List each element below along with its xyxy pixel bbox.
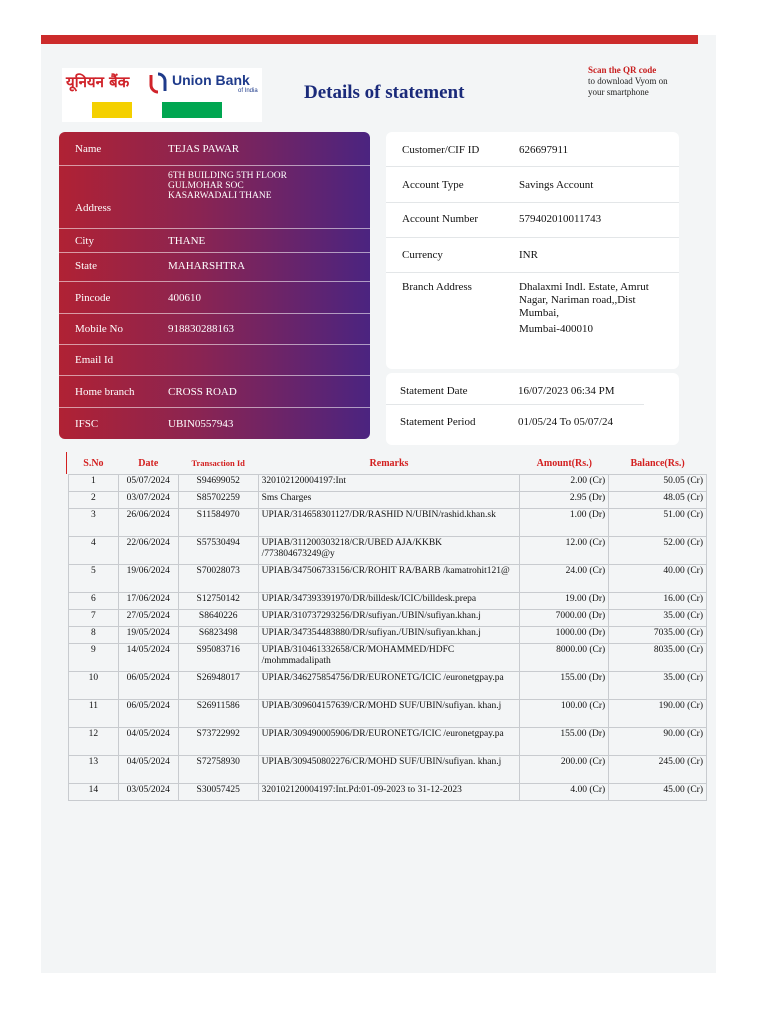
cell-amount: 8000.00 (Cr) <box>520 644 609 672</box>
mobile-value: 918830288163 <box>168 323 234 335</box>
qr-note-line3: your smartphone <box>588 87 649 97</box>
address-label: Address <box>75 202 112 214</box>
cell-remarks: UPIAR/347354483880/DR/sufiyan./UBIN/sufiyan.khan.j <box>258 627 520 644</box>
qr-note-line1: Scan the QR code <box>588 65 657 75</box>
table-row <box>69 537 707 565</box>
mobile-row <box>59 313 370 345</box>
transactions-table <box>68 452 707 801</box>
cell-transaction-id: S73722992 <box>178 728 258 756</box>
cell-date: 06/05/2024 <box>118 672 178 700</box>
city-value: THANE <box>168 235 206 247</box>
cell-remarks: UPIAB/309604157639/CR/MOHD SUF/UBIN/sufiyan. khan.j <box>258 700 520 728</box>
cell-sno: 9 <box>69 644 119 672</box>
cell-remarks: 320102120004197:Int.Pd:01-09-2023 to 31-12-2023 <box>258 784 520 801</box>
cell-transaction-id: S57530494 <box>178 537 258 565</box>
cell-balance: 40.00 (Cr) <box>609 565 707 593</box>
andhra-bank-badge <box>92 102 132 118</box>
account-number-label: Account Number <box>402 213 479 225</box>
address-line-3: KASARWADALI THANE <box>168 191 272 201</box>
qr-note <box>588 65 668 98</box>
city-label: City <box>75 235 94 247</box>
city-row <box>59 228 370 253</box>
cell-transaction-id: S26948017 <box>178 672 258 700</box>
cell-date: 17/06/2024 <box>118 593 178 610</box>
col-header-remarks: Remarks <box>369 457 409 469</box>
account-type-value: Savings Account <box>519 179 594 191</box>
customer-details-card <box>59 132 370 439</box>
table-row <box>69 593 707 610</box>
cell-amount: 7000.00 (Dr) <box>520 610 609 627</box>
branch-line-4: Mumbai-400010 <box>519 323 593 335</box>
cell-sno: 4 <box>69 537 119 565</box>
currency-row <box>386 237 679 273</box>
cell-transaction-id: S11584970 <box>178 509 258 537</box>
state-row <box>59 252 370 282</box>
email-label: Email Id <box>75 354 114 366</box>
cell-amount: 4.00 (Cr) <box>520 784 609 801</box>
cell-amount: 2.00 (Cr) <box>520 475 609 492</box>
cell-balance: 52.00 (Cr) <box>609 537 707 565</box>
cell-balance: 245.00 (Cr) <box>609 756 707 784</box>
cell-remarks: Sms Charges <box>258 492 520 509</box>
cell-date: 19/05/2024 <box>118 627 178 644</box>
cell-sno: 13 <box>69 756 119 784</box>
account-type-label: Account Type <box>402 179 464 191</box>
home-branch-row <box>59 375 370 408</box>
cell-amount: 1.00 (Dr) <box>520 509 609 537</box>
cell-date: 22/06/2024 <box>118 537 178 565</box>
table-row <box>69 672 707 700</box>
cell-transaction-id: S26911586 <box>178 700 258 728</box>
col-header-amount: Amount(Rs.) <box>536 457 592 469</box>
cell-transaction-id: S8640226 <box>178 610 258 627</box>
col-header-transaction-id: Transaction Id <box>191 458 245 468</box>
state-value: MAHARSHTRA <box>168 260 246 272</box>
email-row <box>59 344 370 376</box>
logo-of-india-text: of India <box>238 88 258 94</box>
cell-date: 05/07/2024 <box>118 475 178 492</box>
home-branch-label: Home branch <box>75 386 135 398</box>
cell-transaction-id: S70028073 <box>178 565 258 593</box>
account-number-row <box>386 202 679 238</box>
account-details-card <box>386 132 679 369</box>
account-number-value: 579402010011743 <box>519 213 602 225</box>
cell-sno: 7 <box>69 610 119 627</box>
table-row <box>69 627 707 644</box>
cell-amount: 1000.00 (Dr) <box>520 627 609 644</box>
cif-value: 626697911 <box>519 144 569 156</box>
mobile-label: Mobile No <box>75 323 123 335</box>
table-row <box>69 565 707 593</box>
cell-remarks: UPIAR/346275854756/DR/EURONETG/ICIC /euronetgpay.pa <box>258 672 520 700</box>
name-label: Name <box>75 143 102 155</box>
col-header-balance: Balance(Rs.) <box>630 457 685 469</box>
cell-remarks: UPIAB/347506733156/CR/ROHIT RA/BARB /kamatrohit121@ <box>258 565 520 593</box>
table-header-row <box>69 452 707 475</box>
cell-remarks: 320102120004197:Int <box>258 475 520 492</box>
cell-amount: 19.00 (Dr) <box>520 593 609 610</box>
cell-amount: 2.95 (Dr) <box>520 492 609 509</box>
statement-date-value: 16/07/2023 06:34 PM <box>518 385 615 397</box>
cell-amount: 12.00 (Cr) <box>520 537 609 565</box>
address-row <box>59 165 370 229</box>
cell-date: 27/05/2024 <box>118 610 178 627</box>
cif-label: Customer/CIF ID <box>402 144 480 156</box>
cell-balance: 8035.00 (Cr) <box>609 644 707 672</box>
cell-date: 03/05/2024 <box>118 784 178 801</box>
cell-remarks: UPIAR/310737293256/DR/sufiyan./UBIN/sufiyan.khan.j <box>258 610 520 627</box>
cell-date: 26/06/2024 <box>118 509 178 537</box>
cell-transaction-id: S94699052 <box>178 475 258 492</box>
cell-date: 14/05/2024 <box>118 644 178 672</box>
cell-remarks: UPIAB/311200303218/CR/UBED AJA/KKBK /773804673249@y <box>258 537 520 565</box>
logo-english-text: Union Bank <box>172 72 250 88</box>
cell-sno: 14 <box>69 784 119 801</box>
table-row <box>69 509 707 537</box>
address-line-2: GULMOHAR SOC <box>168 181 244 191</box>
statement-date-label: Statement Date <box>400 385 468 397</box>
cell-balance: 35.00 (Cr) <box>609 672 707 700</box>
cell-sno: 2 <box>69 492 119 509</box>
branch-address-value <box>519 281 649 336</box>
pincode-row <box>59 281 370 314</box>
cell-amount: 155.00 (Dr) <box>520 728 609 756</box>
cell-transaction-id: S12750142 <box>178 593 258 610</box>
statement-date-row <box>386 373 644 405</box>
ifsc-row <box>59 407 370 439</box>
union-bank-logo <box>62 68 262 122</box>
qr-note-line2: to download Vyom on <box>588 76 668 86</box>
ifsc-label: IFSC <box>75 418 99 430</box>
corporation-bank-badge <box>162 102 222 118</box>
cell-date: 04/05/2024 <box>118 728 178 756</box>
cell-balance: 48.05 (Cr) <box>609 492 707 509</box>
cell-remarks: UPIAR/309490005906/DR/EURONETG/ICIC /euronetgpay.pa <box>258 728 520 756</box>
cell-transaction-id: S85702259 <box>178 492 258 509</box>
currency-value: INR <box>519 249 538 261</box>
cell-balance: 35.00 (Cr) <box>609 610 707 627</box>
cell-amount: 200.00 (Cr) <box>520 756 609 784</box>
pincode-label: Pincode <box>75 292 111 304</box>
statement-period-value: 01/05/24 To 05/07/24 <box>518 416 613 428</box>
pincode-value: 400610 <box>168 292 201 304</box>
table-row <box>69 700 707 728</box>
union-bank-mark-icon <box>147 72 169 94</box>
cell-sno: 3 <box>69 509 119 537</box>
table-row <box>69 610 707 627</box>
cell-balance: 50.05 (Cr) <box>609 475 707 492</box>
cell-sno: 8 <box>69 627 119 644</box>
cell-remarks: UPIAR/347393391970/DR/billdesk/ICIC/billdesk.prepa <box>258 593 520 610</box>
cell-remarks: UPIAB/309450802276/CR/MOHD SUF/UBIN/sufiyan. khan.j <box>258 756 520 784</box>
cell-remarks: UPIAB/310461332658/CR/MOHAMMED/HDFC /mohmmadalipath <box>258 644 520 672</box>
table-row <box>69 784 707 801</box>
cell-remarks: UPIAR/314658301127/DR/RASHID N/UBIN/rashid.khan.sk <box>258 509 520 537</box>
branch-address-row <box>386 272 679 369</box>
logo-hindi-text: यूनियन बैंक <box>66 73 130 91</box>
branch-line-3: Mumbai, <box>519 307 560 319</box>
cell-amount: 100.00 (Cr) <box>520 700 609 728</box>
table-row <box>69 728 707 756</box>
cell-balance: 45.00 (Cr) <box>609 784 707 801</box>
cell-balance: 190.00 (Cr) <box>609 700 707 728</box>
ifsc-value: UBIN0557943 <box>168 418 234 430</box>
statement-period-label: Statement Period <box>400 416 476 428</box>
top-accent-bar <box>41 35 698 44</box>
cell-sno: 1 <box>69 475 119 492</box>
cell-balance: 16.00 (Cr) <box>609 593 707 610</box>
cell-transaction-id: S72758930 <box>178 756 258 784</box>
cell-transaction-id: S95083716 <box>178 644 258 672</box>
name-value: TEJAS PAWAR <box>168 143 240 155</box>
cell-sno: 6 <box>69 593 119 610</box>
page-title: Details of statement <box>304 82 465 103</box>
cell-balance: 51.00 (Cr) <box>609 509 707 537</box>
cell-transaction-id: S30057425 <box>178 784 258 801</box>
branch-line-1: Dhalaxmi Indl. Estate, Amrut <box>519 281 649 293</box>
cell-amount: 24.00 (Cr) <box>520 565 609 593</box>
cell-date: 06/05/2024 <box>118 700 178 728</box>
cell-balance: 90.00 (Cr) <box>609 728 707 756</box>
account-type-row <box>386 166 679 203</box>
address-value <box>168 171 287 201</box>
cif-row <box>386 132 679 167</box>
col-header-sno: S.No <box>83 457 104 469</box>
address-line-1: 6TH BUILDING 5TH FLOOR <box>168 171 288 181</box>
branch-line-2: Nagar, Nariman road,,Dist <box>519 294 636 306</box>
cell-sno: 5 <box>69 565 119 593</box>
branch-address-label: Branch Address <box>402 281 472 293</box>
cell-amount: 155.00 (Dr) <box>520 672 609 700</box>
cell-date: 03/07/2024 <box>118 492 178 509</box>
cell-balance: 7035.00 (Cr) <box>609 627 707 644</box>
table-row <box>69 475 707 492</box>
state-label: State <box>75 260 97 272</box>
cell-date: 19/06/2024 <box>118 565 178 593</box>
cell-sno: 12 <box>69 728 119 756</box>
statement-info-card <box>386 373 679 445</box>
cell-sno: 10 <box>69 672 119 700</box>
currency-label: Currency <box>402 249 443 261</box>
statement-period-row <box>386 404 679 445</box>
name-row <box>59 132 370 166</box>
cell-date: 04/05/2024 <box>118 756 178 784</box>
home-branch-value: CROSS ROAD <box>168 386 237 398</box>
col-header-date: Date <box>138 457 159 469</box>
table-row <box>69 492 707 509</box>
cell-transaction-id: S6823498 <box>178 627 258 644</box>
table-row <box>69 644 707 672</box>
cell-sno: 11 <box>69 700 119 728</box>
header-marker <box>66 452 67 474</box>
table-row <box>69 756 707 784</box>
